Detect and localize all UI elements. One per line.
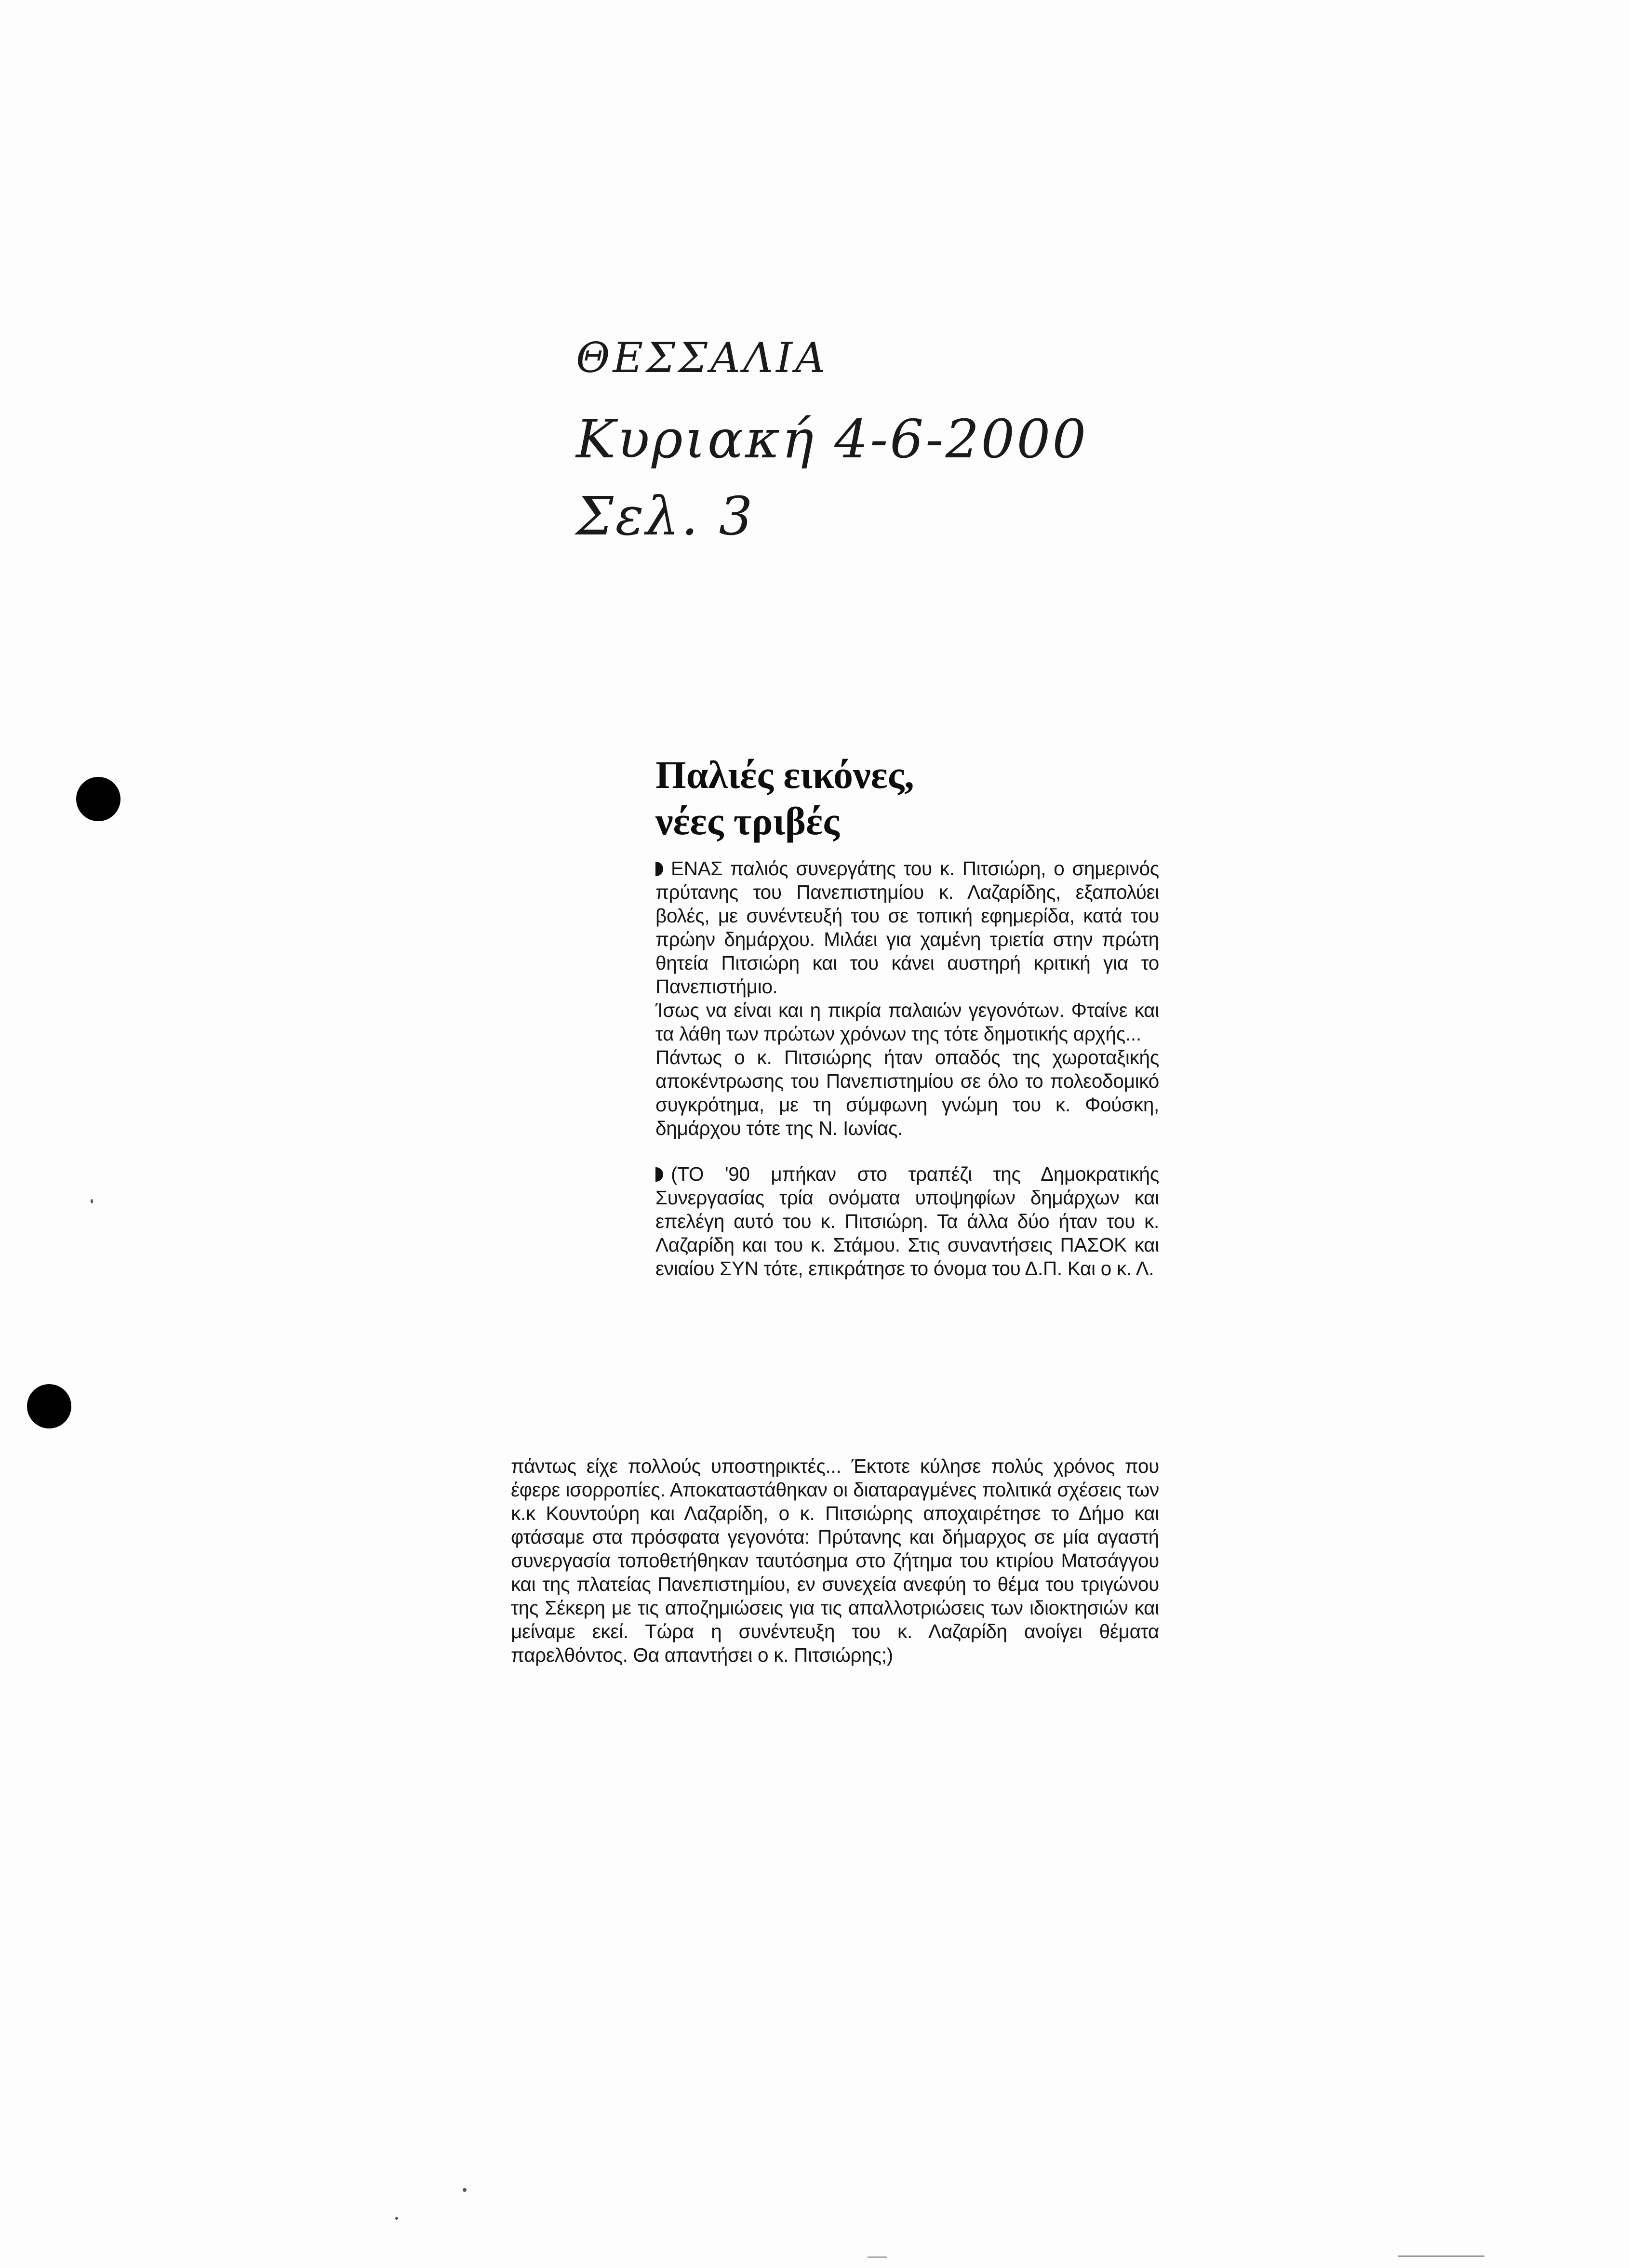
- scan-speck: [91, 1199, 93, 1203]
- scan-speck: [463, 2188, 467, 2192]
- scan-speck: [395, 2217, 398, 2220]
- article-paragraph-1: ΕΝΑΣ παλιός συνεργάτης του κ. Πιτσιώρη, ο σημερινός πρύτανης του Πανεπιστημίου κ. Λαζαρίδης, εξαπολύει βολές, με συνέντευξή του σε τοπική εφημερίδα, κατά του πρώην δημάρχου. Μιλάει για χαμένη τριετία στην πρώτη θητεία Πιτσιώρη και του κάνει αυστηρή κριτική για το Πανεπιστήμιο.: [655, 857, 1159, 998]
- article-paragraph-3: Πάντως ο κ. Πιτσιώρης ήταν οπαδός της χωροταξικής αποκέντρωσης του Πανεπιστημίου σε όλο το πολεοδομικό συγκρότημα, με τη σύμφωνη γνώμη του κ. Φούσκη, δημάρχου τότε της Ν. Ιωνίας.: [655, 1046, 1159, 1139]
- bullet-icon: [655, 1167, 663, 1182]
- article-continuation: πάντως είχε πολλούς υποστηρικτές... Έκτοτε κύλησε πολύς χρόνος που έφερε ισορροπίες. Αποκαταστάθηκαν οι διαταραγμένες πολιτικά σχέσεις των κ.κ Κουντούρη και Λαζαρίδη, ο κ. Πιτσιώρης αποχαιρέτησε το Δήμο και φτάσαμε στα πρόσφατα γεγονότα: Πρύτανης και δήμαρχος σε μία αγαστή συνεργασία τοποθετήθηκαν ταυτόσημα στο ζήτημα του κτιρίου Ματσάγγου και της πλατείας Πανεπιστημίου, εν συνεχεία ανεφύη το θέμα του τριγώνου της Σέκερη με τις αποζημιώσεις για τις απαλλοτριώσεις των ιδιοκτησιών και μείναμε εκεί. Τώρα η συνέντευξη του κ. Λαζαρίδη ανοίγει θέματα παρελθόντος. Θα απαντήσει ο κ. Πιτσιώρης;): [511, 1455, 1159, 1666]
- handwritten-annotation: [576, 334, 1154, 547]
- punch-hole-top: [76, 777, 120, 821]
- handwritten-date: Κυριακή 4-6-2000: [576, 408, 1088, 470]
- newspaper-article: [655, 752, 1159, 1281]
- bullet-icon: [655, 862, 663, 876]
- article-headline: [655, 752, 1159, 844]
- headline-line-2: νέες τριβές: [655, 799, 840, 843]
- headline-line-1: Παλιές εικόνες,: [655, 753, 914, 797]
- article-paragraph-4: (ΤΟ '90 μπήκαν στο τραπέζι της Δημοκρατικής Συνεργασίας τρία ονόματα υποψηφίων δημάρχων και επελέγη αυτό του κ. Πιτσιώρη. Τα άλλα δύο ήταν του κ. Λαζαρίδη και του κ. Στάμου. Στις συναντήσεις ΠΑΣΟΚ και ενιαίου ΣΥΝ τότε, επικράτησε το όνομα του Δ.Π. Και ο κ. Λ.: [655, 1163, 1159, 1280]
- article-paragraph-2: Ίσως να είναι και η πικρία παλαιών γεγονότων. Φταίνε και τα λάθη των πρώτων χρόνων της τότε δημοτικής αρχής...: [655, 999, 1159, 1045]
- scan-speck: [1398, 2255, 1484, 2257]
- scan-speck: [868, 2256, 887, 2258]
- handwritten-paper-name: ΘΕΣΣΑΛΙΑ: [576, 334, 828, 382]
- punch-hole-bottom: [27, 1384, 71, 1428]
- handwritten-page-number: Σελ. 3: [576, 485, 755, 547]
